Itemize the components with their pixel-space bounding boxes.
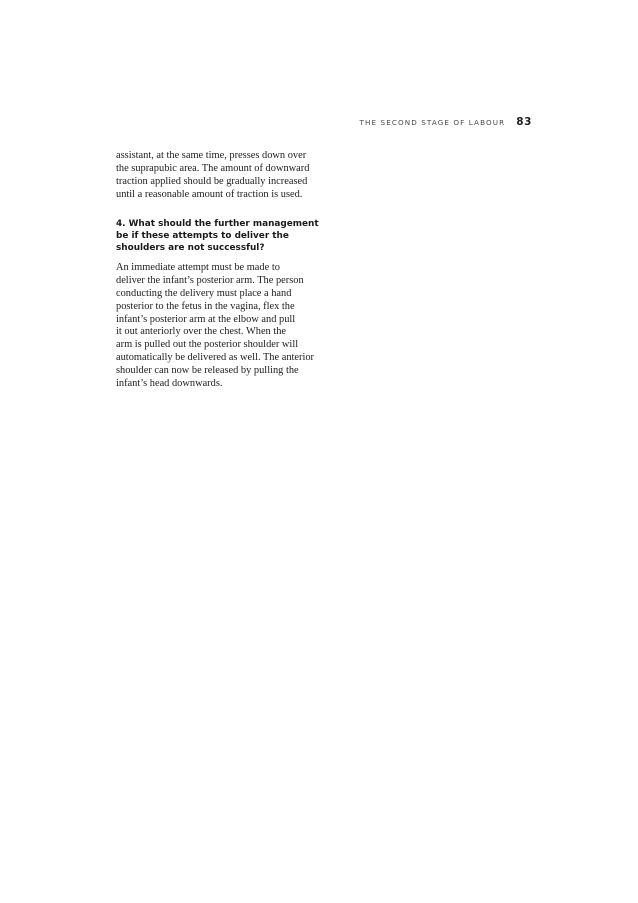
- answer-paragraph: [116, 262, 326, 391]
- text-column: [116, 150, 326, 391]
- text-line: An immediate attempt must be made to: [116, 261, 280, 273]
- text-line: it out anteriorly over the chest. When the: [116, 326, 287, 338]
- text-line: infant’s head downwards.: [116, 378, 223, 390]
- running-head: [360, 116, 532, 130]
- text-line: deliver the infant’s posterior arm. The person: [116, 274, 304, 286]
- text-line: the suprapubic area. The amount of downward: [116, 162, 310, 174]
- text-line: assistant, at the same time, presses down over: [116, 150, 307, 161]
- page-number: 83: [516, 116, 532, 128]
- text-line: automatically be delivered as well. The anterior: [116, 352, 315, 364]
- text-line: traction applied should be gradually increased: [116, 175, 308, 187]
- text-line: shoulder can now be released by pulling the: [116, 365, 299, 377]
- text-line: infant’s posterior arm at the elbow and pull: [116, 313, 296, 325]
- heading-line: shoulders are not successful?: [116, 242, 265, 253]
- running-head-title: THE SECOND STAGE OF LABOUR: [359, 118, 506, 127]
- paragraph-continuation: [116, 150, 326, 202]
- text-line: until a reasonable amount of traction is used.: [116, 188, 303, 200]
- heading-line: 4. What should the further management: [116, 218, 319, 229]
- text-line: posterior to the fetus in the vagina, flex the: [116, 300, 295, 312]
- question-heading: [116, 218, 326, 254]
- text-line: conducting the delivery must place a hand: [116, 287, 292, 299]
- text-line: arm is pulled out the posterior shoulder will: [116, 339, 299, 351]
- heading-line: be if these attempts to deliver the: [116, 230, 289, 241]
